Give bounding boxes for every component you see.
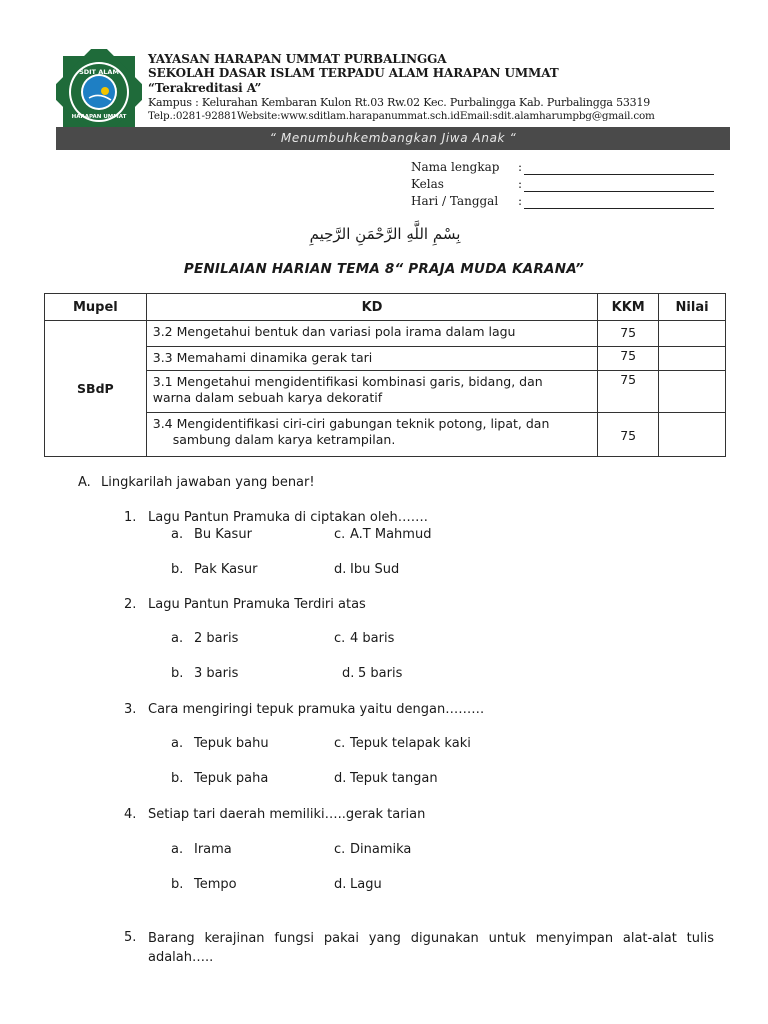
contact-info: Telp.:0281-92881Website:www.sditlam.harapanummat.sch.idEmail:sdit.alamharumpbg@gmail.com	[148, 110, 655, 122]
question-text: Setiap tari daerah memiliki…..gerak tarian	[148, 807, 426, 822]
question-number: 2.	[124, 597, 137, 612]
class-label: Kelas	[411, 177, 444, 191]
question-number: 4.	[124, 807, 137, 822]
school-name: SEKOLAH DASAR ISLAM TERPADU ALAM HARAPAN UMMAT	[148, 66, 559, 80]
option-c[interactable]: Dinamika	[350, 842, 412, 857]
question-text: Barang kerajinan fungsi pakai yang digunakan untuk menyimpan alat-alat tulis adalah…..	[148, 931, 714, 965]
subject-cell: SBdP	[45, 321, 147, 457]
kkm-cell: 75	[598, 371, 659, 413]
table-row	[45, 413, 726, 457]
name-field[interactable]	[524, 174, 714, 175]
option-letter: c.	[334, 527, 346, 542]
kd-cell	[146, 347, 598, 371]
logo-text-top: SDIT ALAM	[79, 68, 119, 76]
foundation-name: YAYASAN HARAPAN UMMAT PURBALINGGA	[148, 52, 447, 66]
competency-table	[44, 293, 726, 457]
option-a[interactable]: 2 baris	[194, 631, 239, 646]
bismillah: بِسْمِ اللَّهِ الرَّحْمَنِ الرَّحِيمِ	[309, 225, 461, 243]
section-instruction: Lingkarilah jawaban yang benar!	[101, 475, 315, 490]
option-c[interactable]: A.T Mahmud	[350, 527, 432, 542]
nilai-cell[interactable]	[659, 413, 726, 457]
kd-text: 3.4 Mengidentifikasi ciri-ciri gabungan teknik potong, lipat, dan	[152, 416, 550, 431]
option-d[interactable]: Tepuk tangan	[350, 771, 438, 786]
kd-cell	[146, 371, 598, 413]
date-field[interactable]	[524, 208, 714, 209]
table-row	[45, 321, 726, 347]
logo-text-bottom: HARAPAN UMMAT	[71, 114, 127, 120]
table-header-row	[45, 294, 726, 321]
option-letter: b.	[171, 877, 184, 892]
option-a[interactable]: Bu Kasur	[194, 527, 252, 542]
question-text: Lagu Pantun Pramuka di ciptakan oleh…….	[148, 510, 428, 525]
page-title: PENILAIAN HARIAN TEMA 8“ PRAJA MUDA KARANA”	[183, 261, 585, 277]
option-letter: b.	[171, 666, 184, 681]
kkm-cell: 75	[598, 347, 659, 371]
name-label: Nama lengkap	[411, 160, 500, 174]
option-b[interactable]: Tempo	[194, 877, 237, 892]
section-label: A.	[78, 475, 91, 490]
question-text: Cara mengiringi tepuk pramuka yaitu dengan………	[148, 702, 485, 717]
kkm-cell: 75	[598, 413, 659, 457]
option-letter: b.	[171, 771, 184, 786]
option-letter: b.	[171, 562, 184, 577]
option-letter: d.	[342, 666, 355, 681]
kd-text: 3.3 Memahami dinamika gerak tari	[152, 350, 373, 365]
class-colon: :	[518, 177, 523, 191]
option-b[interactable]: Tepuk paha	[194, 771, 269, 786]
header-kkm: KKM	[598, 294, 659, 321]
option-letter: c.	[334, 842, 346, 857]
option-letter: a.	[171, 842, 184, 857]
option-letter: c.	[334, 736, 346, 751]
option-letter: a.	[171, 527, 184, 542]
nilai-cell[interactable]	[659, 321, 726, 347]
option-letter: d.	[334, 771, 347, 786]
motto-bar: “ Menumbuhkembangkan Jiwa Anak “	[56, 127, 730, 150]
question-text: Lagu Pantun Pramuka Terdiri atas	[148, 597, 366, 612]
question-number: 5.	[124, 930, 137, 945]
kd-text: 3.1 Mengetahui mengidentifikasi kombinasi garis, bidang, dan	[152, 374, 543, 389]
option-c[interactable]: Tepuk telapak kaki	[350, 736, 471, 751]
option-letter: a.	[171, 736, 184, 751]
option-b[interactable]: Pak Kasur	[194, 562, 258, 577]
table-row	[45, 371, 726, 413]
date-label: Hari / Tanggal	[411, 194, 499, 208]
kd-cell	[146, 413, 598, 457]
header-mupel: Mupel	[45, 294, 147, 321]
kd-text: 3.2 Mengetahui bentuk dan variasi pola irama dalam lagu	[152, 324, 516, 339]
header-nilai: Nilai	[659, 294, 726, 321]
header-kd: KD	[146, 294, 598, 321]
nilai-cell[interactable]	[659, 371, 726, 413]
kd-cell	[146, 321, 598, 347]
option-letter: d.	[334, 877, 347, 892]
name-colon: :	[518, 160, 523, 174]
option-d[interactable]: Lagu	[350, 877, 382, 892]
option-a[interactable]: Irama	[194, 842, 232, 857]
option-letter: a.	[171, 631, 184, 646]
option-d[interactable]: Ibu Sud	[350, 562, 400, 577]
kd-text-cont: sambung dalam karya ketrampilan.	[172, 432, 396, 447]
nilai-cell[interactable]	[659, 347, 726, 371]
option-letter: d.	[334, 562, 347, 577]
campus-address: Kampus : Kelurahan Kembaran Kulon Rt.03 Rw.02 Kec. Purbalingga Kab. Purbalingga 53319	[148, 96, 651, 109]
school-logo	[56, 49, 142, 135]
question-number: 3.	[124, 702, 137, 717]
option-d[interactable]: 5 baris	[358, 666, 403, 681]
kd-text-cont: warna dalam sebuah karya dekoratif	[152, 390, 383, 405]
class-field[interactable]	[524, 191, 714, 192]
option-a[interactable]: Tepuk bahu	[194, 736, 269, 751]
question-number: 1.	[124, 510, 137, 525]
date-colon: :	[518, 194, 523, 208]
kkm-cell: 75	[598, 321, 659, 347]
option-c[interactable]: 4 baris	[350, 631, 395, 646]
accreditation: “Terakreditasi A”	[148, 81, 262, 95]
option-b[interactable]: 3 baris	[194, 666, 239, 681]
option-letter: c.	[334, 631, 346, 646]
table-row	[45, 347, 726, 371]
